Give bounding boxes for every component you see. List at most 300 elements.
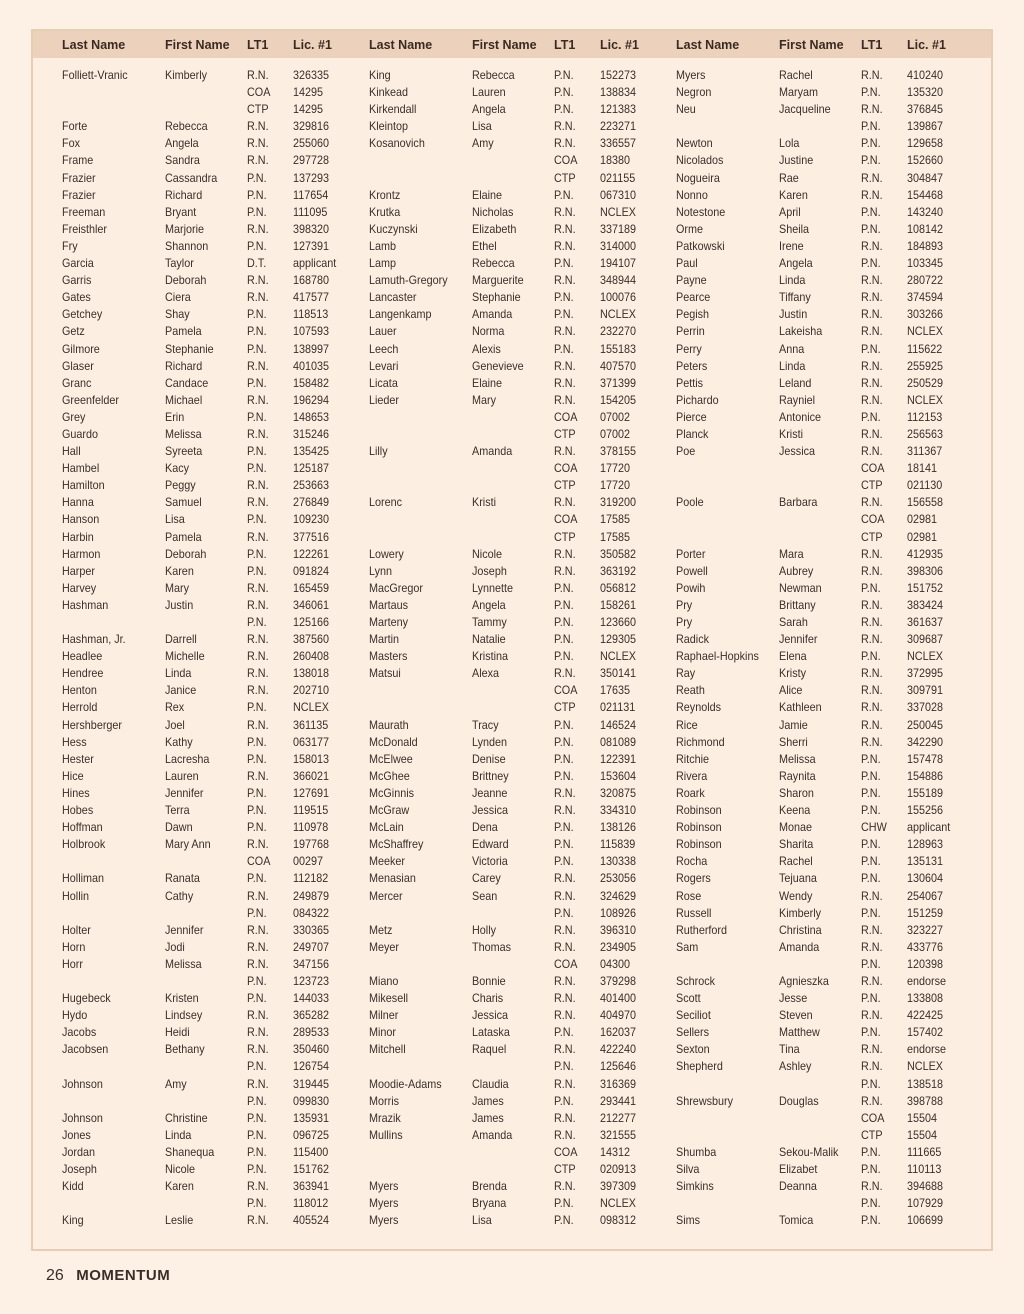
license-number-cell: 151259 xyxy=(907,905,944,920)
last-name-cell: Garcia xyxy=(62,256,94,271)
last-name-cell: Neu xyxy=(676,102,696,117)
page-number: 26 xyxy=(46,1267,64,1284)
first-name-cell: Wendy xyxy=(779,888,813,903)
license-number-cell: endorse xyxy=(907,1042,947,1057)
first-name-cell: Rex xyxy=(165,700,185,715)
license-type-cell: P.N. xyxy=(247,375,267,390)
license-type-cell: P.N. xyxy=(861,85,881,100)
first-name-cell: Mary Ann xyxy=(165,837,211,852)
license-number-cell: 125166 xyxy=(293,615,330,629)
last-name-cell: Silva xyxy=(676,1162,700,1176)
license-type-cell: R.N. xyxy=(247,939,269,954)
license-number-cell: 153604 xyxy=(600,768,637,783)
roster-column-1 xyxy=(62,31,369,1228)
table-row xyxy=(676,511,983,528)
first-name-cell: Mary xyxy=(472,392,497,407)
table-row xyxy=(676,494,983,511)
license-type-cell: CTP xyxy=(861,529,883,544)
first-name-cell: Deanna xyxy=(779,1179,817,1194)
last-name-cell: Hanna xyxy=(62,495,94,510)
license-number-cell: 15504 xyxy=(907,1127,938,1142)
license-type-cell: P.N. xyxy=(247,991,267,1006)
last-name-cell: Hess xyxy=(62,734,87,749)
last-name-cell: Kleintop xyxy=(369,119,409,134)
last-name-cell: Holbrook xyxy=(62,837,106,852)
license-type-cell: R.N. xyxy=(861,273,883,288)
roster-column-3 xyxy=(676,31,983,1228)
table-row xyxy=(676,204,983,221)
last-name-cell: Mrazik xyxy=(369,1110,401,1125)
first-name-cell: Aubrey xyxy=(779,563,814,578)
first-name-cell: Tammy xyxy=(472,615,507,629)
license-number-cell: 115400 xyxy=(293,1144,329,1159)
license-type-cell: R.N. xyxy=(861,426,883,441)
table-row xyxy=(62,255,369,272)
table-row xyxy=(369,341,676,358)
license-number-cell: 18141 xyxy=(907,461,938,476)
last-name-cell: Johnson xyxy=(62,1076,103,1091)
first-name-cell: Alice xyxy=(779,683,803,698)
table-row xyxy=(62,973,369,990)
table-row xyxy=(62,682,369,699)
license-number-cell: 250045 xyxy=(907,717,944,732)
page-footer xyxy=(46,1267,170,1285)
last-name-cell: Frame xyxy=(62,153,94,168)
table-row xyxy=(369,358,676,375)
first-name-cell: Alexis xyxy=(472,341,501,356)
license-type-cell: P.N. xyxy=(247,785,267,800)
license-number-cell: 138997 xyxy=(293,341,330,356)
roster-rows xyxy=(369,67,676,1229)
first-name-cell: Rebecca xyxy=(165,119,208,134)
license-type-cell: R.N. xyxy=(247,1179,269,1194)
last-name-cell: Gates xyxy=(62,290,91,305)
header-first-name: First Name xyxy=(472,38,537,52)
license-type-cell: P.N. xyxy=(554,820,574,835)
license-number-cell: 130604 xyxy=(907,871,944,886)
first-name-cell: Karen xyxy=(165,563,194,578)
first-name-cell: Karen xyxy=(779,187,808,202)
license-number-cell: 04300 xyxy=(600,956,631,971)
last-name-cell: Hice xyxy=(62,768,84,783)
table-row xyxy=(676,1076,983,1093)
license-number-cell: 350460 xyxy=(293,1042,330,1057)
license-type-cell: P.N. xyxy=(554,734,574,749)
license-number-cell: 374594 xyxy=(907,290,944,305)
license-number-cell: 02981 xyxy=(907,529,938,544)
last-name-cell: Simkins xyxy=(676,1179,714,1194)
license-type-cell: R.N. xyxy=(554,666,576,681)
last-name-cell: Ritchie xyxy=(676,751,710,766)
last-name-cell: Fry xyxy=(62,238,78,253)
table-row xyxy=(676,682,983,699)
license-type-cell: P.N. xyxy=(554,1213,574,1228)
column-header xyxy=(369,31,676,58)
table-row xyxy=(676,939,983,956)
last-name-cell: MacGregor xyxy=(369,580,424,595)
license-type-cell: P.N. xyxy=(554,854,574,869)
license-number-cell: 314000 xyxy=(600,238,637,253)
license-type-cell: R.N. xyxy=(554,939,576,954)
table-row xyxy=(676,84,983,101)
license-number-cell: 371399 xyxy=(600,375,637,390)
last-name-cell: Poe xyxy=(676,444,696,459)
license-number-cell: 396310 xyxy=(600,922,637,937)
table-row xyxy=(369,1058,676,1075)
first-name-cell: Deborah xyxy=(165,273,207,288)
last-name-cell: Perrin xyxy=(676,324,705,339)
license-number-cell: 433776 xyxy=(907,939,944,954)
first-name-cell: Melissa xyxy=(779,751,816,766)
first-name-cell: Lakeisha xyxy=(779,324,823,339)
table-row xyxy=(369,546,676,563)
last-name-cell: Hoffman xyxy=(62,820,103,835)
license-type-cell: R.N. xyxy=(247,580,269,595)
license-type-cell: R.N. xyxy=(554,1110,576,1125)
table-row xyxy=(62,341,369,358)
license-number-cell: 056812 xyxy=(600,580,637,595)
table-row xyxy=(369,1161,676,1178)
table-row xyxy=(62,529,369,546)
license-number-cell: 350582 xyxy=(600,546,637,561)
license-type-cell: R.N. xyxy=(861,666,883,681)
last-name-cell: Schrock xyxy=(676,973,716,988)
last-name-cell: Rice xyxy=(676,717,698,732)
table-row xyxy=(62,1076,369,1093)
first-name-cell: Kathleen xyxy=(779,700,822,715)
license-number-cell: 194107 xyxy=(600,256,637,271)
table-row xyxy=(676,1212,983,1229)
license-type-cell: R.N. xyxy=(247,1008,269,1023)
table-row xyxy=(676,1007,983,1024)
last-name-cell: Perry xyxy=(676,341,702,356)
last-name-cell: Martaus xyxy=(369,597,409,612)
table-row xyxy=(62,477,369,494)
license-number-cell: 099830 xyxy=(293,1093,330,1108)
first-name-cell: Leland xyxy=(779,375,812,390)
license-number-cell: 363941 xyxy=(293,1179,330,1194)
first-name-cell: Sean xyxy=(472,888,498,903)
table-row xyxy=(369,1212,676,1229)
license-number-cell: 021130 xyxy=(907,478,943,493)
table-row xyxy=(62,1161,369,1178)
license-number-cell: 158261 xyxy=(600,597,637,612)
license-type-cell: P.N. xyxy=(861,580,881,595)
last-name-cell: Peters xyxy=(676,358,708,373)
license-type-cell: R.N. xyxy=(861,324,883,339)
first-name-cell: Samuel xyxy=(165,495,202,510)
first-name-cell: Charis xyxy=(472,991,504,1006)
table-row xyxy=(62,614,369,631)
license-type-cell: P.N. xyxy=(861,768,881,783)
last-name-cell: Hanson xyxy=(62,512,100,527)
last-name-cell: Forte xyxy=(62,119,88,134)
table-row xyxy=(369,84,676,101)
first-name-cell: Amanda xyxy=(472,307,513,322)
first-name-cell: Elizabet xyxy=(779,1162,818,1176)
table-row xyxy=(369,580,676,597)
first-name-cell: Amanda xyxy=(472,444,513,459)
last-name-cell: Hershberger xyxy=(62,717,123,732)
license-number-cell: 091824 xyxy=(293,563,330,578)
last-name-cell: Sellers xyxy=(676,1025,710,1040)
last-name-cell: Newton xyxy=(676,136,713,151)
license-type-cell: P.N. xyxy=(554,717,574,732)
table-row xyxy=(676,375,983,392)
table-row xyxy=(62,67,369,84)
first-name-cell: Nicole xyxy=(165,1162,196,1176)
license-number-cell: 280722 xyxy=(907,273,944,288)
table-row xyxy=(62,426,369,443)
table-row xyxy=(676,819,983,836)
last-name-cell: Radick xyxy=(676,632,710,647)
last-name-cell: King xyxy=(62,1213,84,1228)
license-type-cell: P.N. xyxy=(247,1162,267,1176)
table-row xyxy=(676,905,983,922)
last-name-cell: Orme xyxy=(676,221,703,236)
license-number-cell: 120398 xyxy=(907,956,944,971)
license-type-cell: P.N. xyxy=(554,1025,574,1040)
license-number-cell: 157402 xyxy=(907,1025,944,1040)
first-name-cell: Rae xyxy=(779,170,799,185)
last-name-cell: Reynolds xyxy=(676,700,722,715)
license-type-cell: P.N. xyxy=(554,632,574,647)
table-row xyxy=(62,1007,369,1024)
first-name-cell: Genevieve xyxy=(472,358,524,373)
license-type-cell: P.N. xyxy=(247,751,267,766)
license-number-cell: 128963 xyxy=(907,837,944,852)
last-name-cell: Mitchell xyxy=(369,1042,406,1057)
license-type-cell: R.N. xyxy=(247,1076,269,1091)
last-name-cell: Myers xyxy=(676,68,706,82)
table-row xyxy=(62,853,369,870)
first-name-cell: Sandra xyxy=(165,153,200,168)
license-number-cell: 152273 xyxy=(600,68,637,82)
first-name-cell: Kristen xyxy=(165,991,199,1006)
license-type-cell: P.N. xyxy=(247,444,267,459)
license-type-cell: CTP xyxy=(861,1127,883,1142)
last-name-cell: Lauer xyxy=(369,324,397,339)
first-name-cell: Kristi xyxy=(779,426,804,441)
license-number-cell: 316369 xyxy=(600,1076,637,1091)
first-name-cell: Marjorie xyxy=(165,221,205,236)
table-row xyxy=(62,888,369,905)
license-number-cell: 151762 xyxy=(293,1162,330,1176)
license-type-cell: R.N. xyxy=(554,204,576,219)
license-type-cell: CTP xyxy=(861,478,883,493)
license-number-cell: 342290 xyxy=(907,734,944,749)
table-row xyxy=(369,939,676,956)
license-number-cell: 07002 xyxy=(600,409,631,424)
table-row xyxy=(369,1110,676,1127)
first-name-cell: Sarah xyxy=(779,615,808,629)
table-row xyxy=(676,306,983,323)
license-type-cell: R.N. xyxy=(861,632,883,647)
first-name-cell: Melissa xyxy=(165,426,202,441)
table-row xyxy=(676,546,983,563)
table-row xyxy=(676,272,983,289)
first-name-cell: Joel xyxy=(165,717,185,732)
last-name-cell: Patkowski xyxy=(676,238,725,253)
license-type-cell: P.N. xyxy=(247,170,267,185)
table-row xyxy=(369,888,676,905)
license-number-cell: 319200 xyxy=(600,495,637,510)
table-row xyxy=(369,1076,676,1093)
license-type-cell: R.N. xyxy=(861,392,883,407)
first-name-cell: Christine xyxy=(165,1110,208,1125)
table-row xyxy=(676,768,983,785)
first-name-cell: Thomas xyxy=(472,939,512,954)
first-name-cell: Lindsey xyxy=(165,1008,203,1023)
last-name-cell: Hashman, Jr. xyxy=(62,632,126,647)
first-name-cell: Nicole xyxy=(472,546,503,561)
license-type-cell: COA xyxy=(554,956,578,971)
first-name-cell: Rebecca xyxy=(472,256,515,271)
first-name-cell: Bonnie xyxy=(472,973,506,988)
table-row xyxy=(62,101,369,118)
header-last-name: Last Name xyxy=(62,38,126,52)
license-type-cell: R.N. xyxy=(861,1059,883,1074)
license-type-cell: R.N. xyxy=(554,922,576,937)
table-row xyxy=(369,734,676,751)
table-row xyxy=(369,272,676,289)
table-row xyxy=(676,870,983,887)
license-type-cell: P.N. xyxy=(861,803,881,818)
table-row xyxy=(369,1041,676,1058)
license-type-cell: P.N. xyxy=(861,956,881,971)
roster-rows xyxy=(676,67,983,1229)
license-number-cell: 143240 xyxy=(907,204,944,219)
table-row xyxy=(676,1093,983,1110)
license-type-cell: P.N. xyxy=(554,341,574,356)
last-name-cell: Sam xyxy=(676,939,699,954)
license-number-cell: 117654 xyxy=(293,187,329,202)
table-row xyxy=(369,665,676,682)
license-type-cell: P.N. xyxy=(861,1162,881,1176)
table-row xyxy=(369,956,676,973)
license-number-cell: 361637 xyxy=(907,615,944,629)
first-name-cell: Kristi xyxy=(472,495,497,510)
license-number-cell: 111665 xyxy=(907,1144,942,1159)
license-number-cell: 398788 xyxy=(907,1093,944,1108)
table-row xyxy=(369,819,676,836)
first-name-cell: Elena xyxy=(779,649,807,664)
license-type-cell: R.N. xyxy=(554,1076,576,1091)
license-type-cell: P.N. xyxy=(554,1196,574,1211)
license-number-cell: 02981 xyxy=(907,512,938,527)
last-name-cell: Grey xyxy=(62,409,86,424)
last-name-cell: Harper xyxy=(62,563,96,578)
first-name-cell: Maryam xyxy=(779,85,819,100)
license-type-cell: CTP xyxy=(554,529,576,544)
license-number-cell: 255060 xyxy=(293,136,330,151)
first-name-cell: Christina xyxy=(779,922,822,937)
license-type-cell: R.N. xyxy=(247,597,269,612)
table-row xyxy=(369,135,676,152)
license-number-cell: 17720 xyxy=(600,478,631,493)
license-number-cell: 162037 xyxy=(600,1025,637,1040)
license-number-cell: 063177 xyxy=(293,734,330,749)
last-name-cell: Martin xyxy=(369,632,400,647)
license-number-cell: 309687 xyxy=(907,632,944,647)
table-row xyxy=(369,392,676,409)
license-type-cell: P.N. xyxy=(247,700,267,715)
license-number-cell: 17635 xyxy=(600,683,631,698)
table-row xyxy=(676,289,983,306)
license-type-cell: P.N. xyxy=(861,256,881,271)
license-type-cell: R.N. xyxy=(247,1042,269,1057)
table-row xyxy=(676,409,983,426)
last-name-cell: Negron xyxy=(676,85,712,100)
license-number-cell: 138126 xyxy=(600,820,637,835)
last-name-cell: Lieder xyxy=(369,392,400,407)
license-type-cell: P.N. xyxy=(247,973,267,988)
table-row xyxy=(369,477,676,494)
license-number-cell: 103345 xyxy=(907,256,944,271)
last-name-cell: Holter xyxy=(62,922,91,937)
last-name-cell: Greenfelder xyxy=(62,392,120,407)
table-row xyxy=(369,751,676,768)
license-type-cell: P.N. xyxy=(861,837,881,852)
table-row xyxy=(369,699,676,716)
license-type-cell: P.N. xyxy=(861,204,881,219)
license-type-cell: R.N. xyxy=(247,68,269,82)
license-type-cell: P.N. xyxy=(554,1093,574,1108)
license-number-cell: 255925 xyxy=(907,358,944,373)
first-name-cell: Ashley xyxy=(779,1059,812,1074)
license-number-cell: 133808 xyxy=(907,991,944,1006)
license-number-cell: 100076 xyxy=(600,290,637,305)
license-type-cell: P.N. xyxy=(861,1144,881,1159)
license-number-cell: 144033 xyxy=(293,991,330,1006)
first-name-cell: Lauren xyxy=(165,768,199,783)
first-name-cell: Rachel xyxy=(779,68,813,82)
license-type-cell: R.N. xyxy=(247,649,269,664)
license-type-cell: R.N. xyxy=(247,273,269,288)
license-type-cell: R.N. xyxy=(861,939,883,954)
first-name-cell: Justin xyxy=(779,307,808,322)
last-name-cell: Glaser xyxy=(62,358,94,373)
license-number-cell: 112182 xyxy=(293,871,329,886)
license-type-cell: P.N. xyxy=(247,905,267,920)
license-type-cell: P.N. xyxy=(247,615,267,629)
license-number-cell: 405524 xyxy=(293,1213,330,1228)
license-type-cell: R.N. xyxy=(554,871,576,886)
first-name-cell: Keena xyxy=(779,803,811,818)
license-type-cell: R.N. xyxy=(861,375,883,390)
license-type-cell: R.N. xyxy=(247,426,269,441)
last-name-cell: Paul xyxy=(676,256,698,271)
table-row xyxy=(369,1127,676,1144)
license-type-cell: P.N. xyxy=(861,153,881,168)
license-type-cell: R.N. xyxy=(861,290,883,305)
license-number-cell: 123660 xyxy=(600,615,637,629)
license-type-cell: R.N. xyxy=(247,768,269,783)
license-number-cell: 098312 xyxy=(600,1213,637,1228)
license-type-cell: P.N. xyxy=(554,307,574,322)
first-name-cell: Sheila xyxy=(779,221,810,236)
license-type-cell: R.N. xyxy=(554,392,576,407)
license-number-cell: applicant xyxy=(293,256,337,271)
table-row xyxy=(62,494,369,511)
last-name-cell: Hester xyxy=(62,751,94,766)
first-name-cell: Steven xyxy=(779,1008,813,1023)
table-row xyxy=(676,529,983,546)
table-row xyxy=(62,546,369,563)
license-number-cell: 148653 xyxy=(293,409,330,424)
first-name-cell: Jodi xyxy=(165,939,185,954)
license-type-cell: R.N. xyxy=(247,956,269,971)
